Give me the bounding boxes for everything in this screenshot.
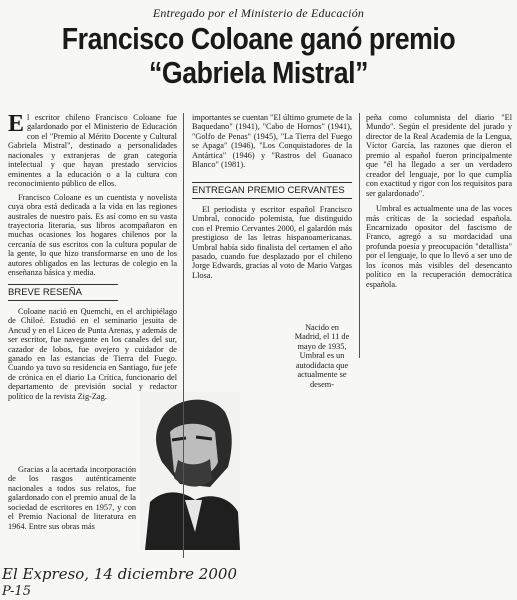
column-2-lower	[292, 323, 352, 390]
column-2	[192, 113, 352, 281]
paragraph: Nacido en Madrid, el 11 de mayo de 1935, Umbral es un autodidacta que actualmente se desem-	[294, 323, 350, 389]
paragraph: Francisco Coloane es un cuentista y novelista cuya obra está dedicada a la vida en las regiones australes de nuestro país. Es así como en su vasta trayectoria literaria, sus libros acompañaron en muchas ocasiones los hogares chilenos por la cercanía de sus escritos con la cultura popular de la gente, lo que hizo transformarse en uno de los autores obligados en las lecturas de colegio en la enseñanza básica y media.	[8, 192, 177, 278]
headline-line-1: Francisco Coloane ganó premio	[61, 21, 456, 56]
paragraph: El escritor chileno Francisco Coloane fue galardonado por el Ministerio de Educación con el "Premio al Mérito Docente y Cultural Gabriela Mistral", destinado a personalidades nacionales y extranjeras de gran categoría intelectual y que hayan prestado servicios eminentes a la educación o a la cultura con reconocimiento público de ellos.	[8, 111, 177, 189]
source-note: El Expreso, 14 diciembre 2000	[2, 565, 237, 583]
portrait-photo	[140, 392, 240, 550]
headline	[36, 22, 481, 90]
column-1-lower	[8, 465, 136, 532]
drop-cap: E	[8, 111, 25, 137]
kicker: Entregado por el Ministerio de Educación	[152, 6, 365, 20]
column-rule	[183, 113, 184, 558]
paragraph: El periodista y escritor español Francisco Umbral, conocido polemista, fue distinguido con el Premio Cervantes 2000, el galardón más prestigioso de las letras hispanoamericanas. Umbral había sido finalista del certamen el año pasado, cuando fue desplazado por el chileno Jorge Edwards, gracias al voto de Mario Vargas Llosa.	[192, 204, 352, 280]
page-number: P-15	[2, 584, 31, 599]
paragraph: importantes se cuentan "El último grumete de la Baquedano" (1941), "Cabo de Hornos" (1941), "Golfo de Penas" (1945), "La Tierra del Fuego se Apaga" (1946), "Los Conquistadores de la Antártica" (1946) y "Rastros del Guanaco Blanco" (1981).	[192, 113, 352, 170]
paragraph: Coloane nació en Quemchi, en el archipiélago de Chiloé. Estudió en el seminario jesuita de Ancud y en el Liceo de Punta Arenas, y además de ser escritor, fue navegante en los canales del sur, cazador de lobos, fue ovejero y cuidador de ganado en las estancias de Tierra del Fuego. Cuando ya tuvo su residencia en Santiago, fue jefe de crónica en el diario La Crítica, funcionario del departamento de previsión social y redactor político de la revista Zig-Zag.	[8, 306, 177, 401]
paragraph: peña como columnista del diario "El Mundo". Según el presidente del jurado y director de la Real Academia de la Lengua, Víctor García, las razones que dieron el premio al español fueron principalmente que "él ha llegado a ser un verdadero creador del lenguaje, por lo que cumplía con exactitud y rigor con los requisitos para ser galardonado".	[366, 113, 512, 198]
subhead-breve-resena: BREVE RESEÑA	[8, 284, 118, 301]
paragraph: Umbral es actualmente una de las voces más críticas de la sociedad española. Encarnizado opositor del fascismo de Franco, agregó a su mordacidad una profunda poesía y preocupación "detallista" por el lenguaje, lo que lo llevó a ser uno de los íconos más visibles del desencanto político en la recuperación democrática española.	[366, 204, 512, 289]
column-3	[366, 113, 512, 290]
portrait-illustration	[140, 392, 240, 550]
subhead-entregan-premio: ENTREGAN PREMIO CERVANTES	[192, 182, 352, 199]
headline-line-2: “Gabriela Mistral”	[149, 55, 368, 90]
column-1	[8, 113, 177, 402]
column-rule	[359, 113, 360, 358]
paragraph: Gracias a la acertada incorporación de los rasgos auténticamente nacionales a todos sus relatos, fue galardonado con el premio anual de la sociedad de escritores en 1957, y con el Premio Nacional de literatura en 1964. Entre sus obras más	[8, 465, 136, 531]
